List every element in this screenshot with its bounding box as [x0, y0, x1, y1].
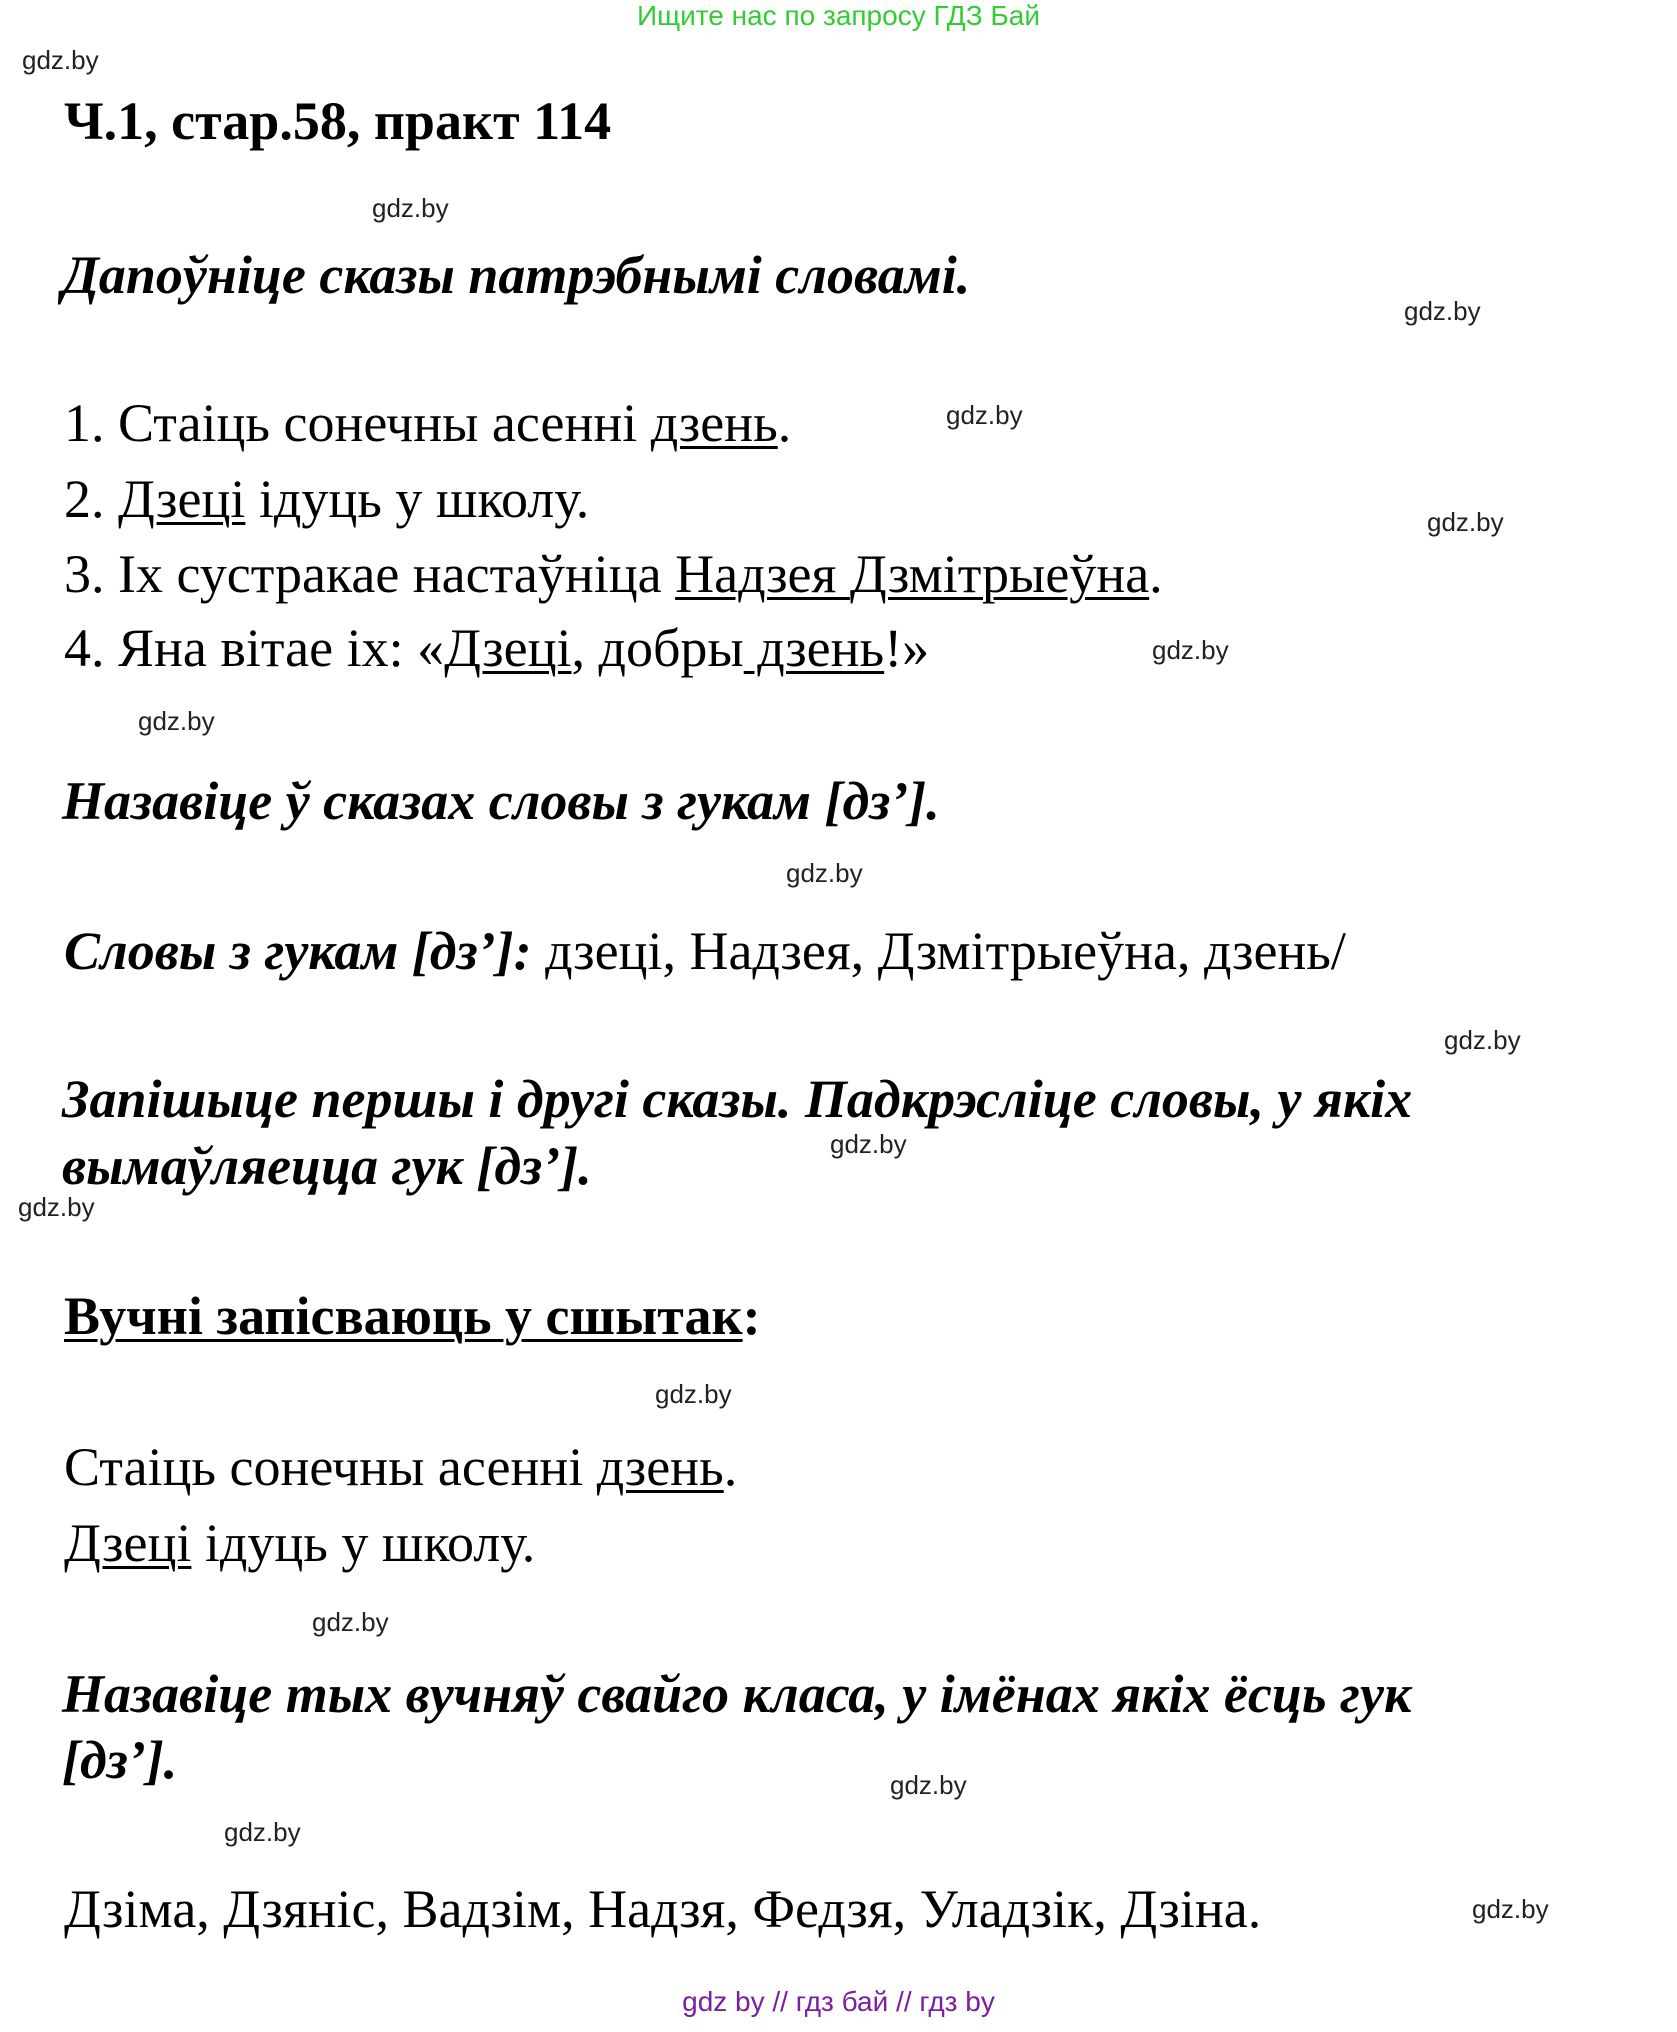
- text: Стаіць сонечны асенні: [64, 1437, 597, 1497]
- task-heading-2: Назавіце ў сказах словы з гукам [дз’].: [62, 771, 940, 831]
- page-title: Ч.1, стар.58, практ 114: [64, 91, 612, 151]
- watermark: gdz.by: [372, 193, 449, 223]
- names-list: Дзіма, Дзяніс, Вадзім, Надзя, Федзя, Уладзік, Дзіна.: [64, 1879, 1262, 1939]
- search-banner: Ищите нас по запросу ГДЗ Бай: [636, 0, 1041, 31]
- heading-text: Вучні запісваюць у сшытак: [64, 1286, 743, 1346]
- task-heading-3-line1: Запішыце першы і другі сказы. Падкрэсліце словы, у якіх: [62, 1069, 1413, 1129]
- answer-label: Словы з гукам [дз’]:: [64, 921, 532, 981]
- watermark: gdz.by: [1427, 507, 1504, 537]
- underlined-word: Дзеці: [118, 469, 246, 529]
- task-heading-3-line2: вымаўляецца гук [дз’].: [62, 1136, 592, 1196]
- underlined-word: дзень: [596, 1437, 724, 1497]
- underlined-word: Дзеці: [64, 1513, 192, 1573]
- watermark: gdz.by: [1404, 296, 1481, 326]
- watermark: gdz.by: [786, 858, 863, 888]
- notebook-line-2: [64, 1513, 536, 1573]
- text: .: [777, 393, 792, 453]
- text: .: [1149, 544, 1163, 604]
- text: :: [742, 1286, 761, 1346]
- task-heading-4-line1: Назавіце тых вучняў свайго класа, у імёнах якіх ёсць гук: [62, 1664, 1412, 1724]
- watermark: gdz.by: [224, 1817, 301, 1847]
- sentence-1: [64, 393, 792, 453]
- underlined-word: Надзея: [675, 544, 850, 604]
- answer-text: дзеці, Надзея, Дзмітрыеўна, дзень/: [531, 921, 1346, 981]
- watermark: gdz.by: [1472, 1894, 1549, 1924]
- text: 1. Стаіць сонечны асенні: [64, 393, 651, 453]
- watermark: gdz.by: [890, 1770, 967, 1800]
- underlined-word: Дзеці: [444, 618, 572, 678]
- answer-words: [64, 921, 1346, 981]
- watermark: gdz.by: [946, 400, 1023, 430]
- text: 2.: [64, 469, 118, 529]
- watermark: gdz.by: [1152, 635, 1229, 665]
- text: ідуць у школу.: [191, 1513, 536, 1573]
- text: ідуць у школу.: [245, 469, 590, 529]
- text: 4. Яна вітае іх: «: [64, 618, 445, 678]
- task-heading-1: Дапоўніце сказы патрэбнымі словамі.: [62, 245, 971, 305]
- sentence-4: [64, 618, 930, 678]
- watermark: gdz.by: [830, 1129, 907, 1159]
- task-heading-4-line2: [дз’].: [62, 1730, 178, 1790]
- sentence-3: [64, 544, 1163, 604]
- underlined-word: Дзмітрыеўна: [849, 544, 1150, 604]
- text: 3. Іх сустракае настаўніца: [64, 544, 676, 604]
- watermark: gdz.by: [22, 45, 99, 75]
- footer-links: gdz by // гдз бай // гдз by: [682, 1986, 995, 2017]
- underlined-word: дзень: [743, 618, 885, 678]
- text: .: [723, 1437, 738, 1497]
- text: !»: [884, 618, 930, 678]
- underlined-word: дзень: [650, 393, 778, 453]
- notebook-heading: [64, 1286, 761, 1346]
- watermark: gdz.by: [1444, 1025, 1521, 1055]
- watermark: gdz.by: [18, 1192, 95, 1222]
- notebook-line-1: [64, 1437, 738, 1497]
- watermark: gdz.by: [312, 1607, 389, 1637]
- text: , добры: [571, 618, 744, 678]
- watermark: gdz.by: [655, 1379, 732, 1409]
- sentence-2: [64, 469, 590, 529]
- watermark: gdz.by: [138, 706, 215, 736]
